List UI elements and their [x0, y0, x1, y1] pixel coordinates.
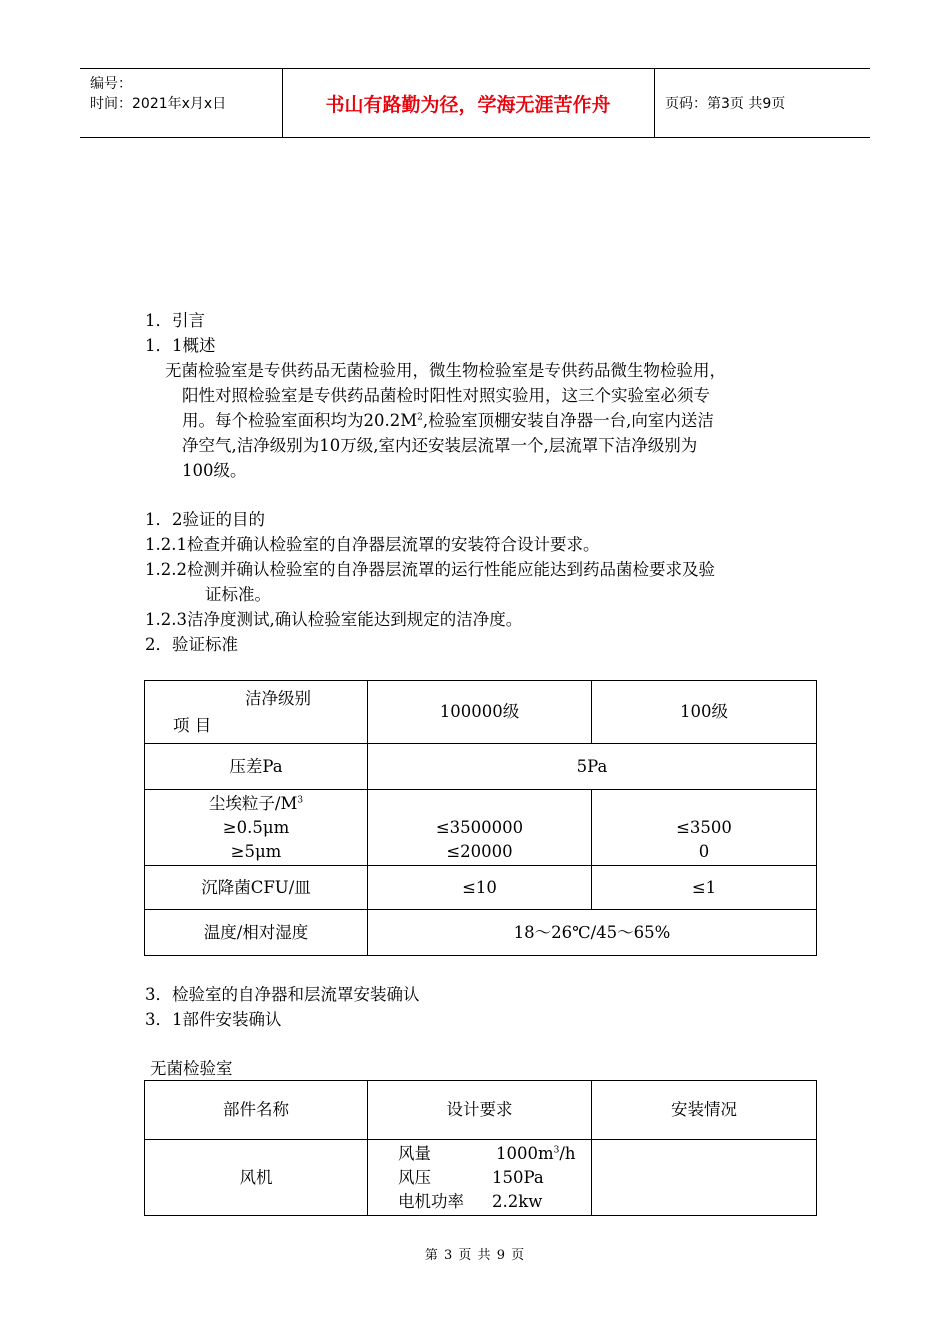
overview-line-2: 阳性对照检验室是专供药品菌检时阳性对照实验用，这三个实验室必须专 [182, 386, 710, 405]
header-class-100000: 100000级 [368, 681, 592, 744]
fan-design-req: 风量 $1000m^3/h$ 风压 150Pa 电机功率 2.2kw [368, 1140, 592, 1216]
table-row [145, 1140, 817, 1216]
section-3-heading: 3．检验室的自净器和层流罩安装确认 [145, 985, 420, 1004]
page-header [80, 68, 870, 138]
overview-line-5: 100级。 [182, 461, 247, 480]
header-part-name: 部件名称 [145, 1081, 368, 1140]
row-pressure-label: 压差Pa [145, 744, 368, 790]
header-item-label: 项 目 [173, 716, 212, 735]
table-row [145, 744, 817, 790]
time-label: 时间：2021年x月x日 [90, 96, 227, 112]
room-label: 无菌检验室 [150, 1059, 233, 1078]
row-pressure-value: 5Pa [368, 744, 817, 790]
row-particles-label: 尘埃粒子$/M^3$ ≥0.5μm ≥5μm [145, 790, 368, 866]
table-row [145, 910, 817, 956]
row-temp-label: 温度/相对湿度 [145, 910, 368, 956]
item-1-2-1: 1.2.1检查并确认检验室的自净器层流罩的安装符合设计要求。 [145, 535, 600, 554]
row-settling-100000: ≤10 [368, 866, 592, 910]
header-class-100: 100级 [592, 681, 817, 744]
overview-line-3: 用。每个检验室面积均为$20.2M^2$,检验室顶棚安装自净器一台,向室内送洁 [182, 411, 714, 430]
row-settling-100: ≤1 [592, 866, 817, 910]
row-temp-value: 18～26℃/45～65% [368, 910, 817, 956]
row-settling-label: 沉降菌CFU/皿 [145, 866, 368, 910]
item-1-2-2-line-1: 1.2.2检测并确认检验室的自净器层流罩的运行性能应能达到药品菌检要求及验 [145, 560, 715, 579]
item-1-2-3: 1.2.3洁净度测试,确认检验室能达到规定的洁净度。 [145, 610, 523, 629]
header-page [655, 69, 870, 137]
row-particles-100: ≤3500 0 [592, 790, 817, 866]
header-cell-diagonal [145, 681, 368, 744]
number-label: 编号： [90, 76, 132, 92]
section-1-heading: 1．引言 [145, 311, 205, 330]
standards-table [144, 680, 817, 956]
overview-line-4: 净空气,洁净级别为10万级,室内还安装层流罩一个,层流罩下洁净级别为 [182, 436, 698, 455]
part-name-fan: 风机 [145, 1140, 368, 1216]
parts-table [144, 1080, 817, 1216]
section-2-heading: 2．验证标准 [145, 635, 238, 654]
overview-line-1: 无菌检验室是专供药品无菌检验用，微生物检验室是专供药品微生物检验用， [165, 361, 726, 380]
row-particles-100000: ≤3500000 ≤20000 [368, 790, 592, 866]
table-row [145, 1081, 817, 1140]
item-1-2-2-line-2: 证标准。 [205, 585, 271, 604]
fan-install-status [592, 1140, 817, 1216]
section-3-1-heading: 3．1部件安装确认 [145, 1010, 282, 1029]
header-cleanliness-label: 洁净级别 [245, 689, 311, 708]
section-1-1-heading: 1．1概述 [145, 336, 216, 355]
header-motto: 书山有路勤为径，学海无涯苦作舟 [282, 69, 655, 137]
header-design-req: 设计要求 [368, 1081, 592, 1140]
header-install-status: 安装情况 [592, 1081, 817, 1140]
table-row [145, 866, 817, 910]
section-1-2-heading: 1．2验证的目的 [145, 510, 265, 529]
page-footer: 第 3 页 共 9 页 [424, 1248, 526, 1263]
table-row [145, 681, 817, 744]
header-meta [80, 69, 283, 137]
page-label: 页码：第3页 共9页 [665, 96, 786, 112]
table-row [145, 790, 817, 866]
